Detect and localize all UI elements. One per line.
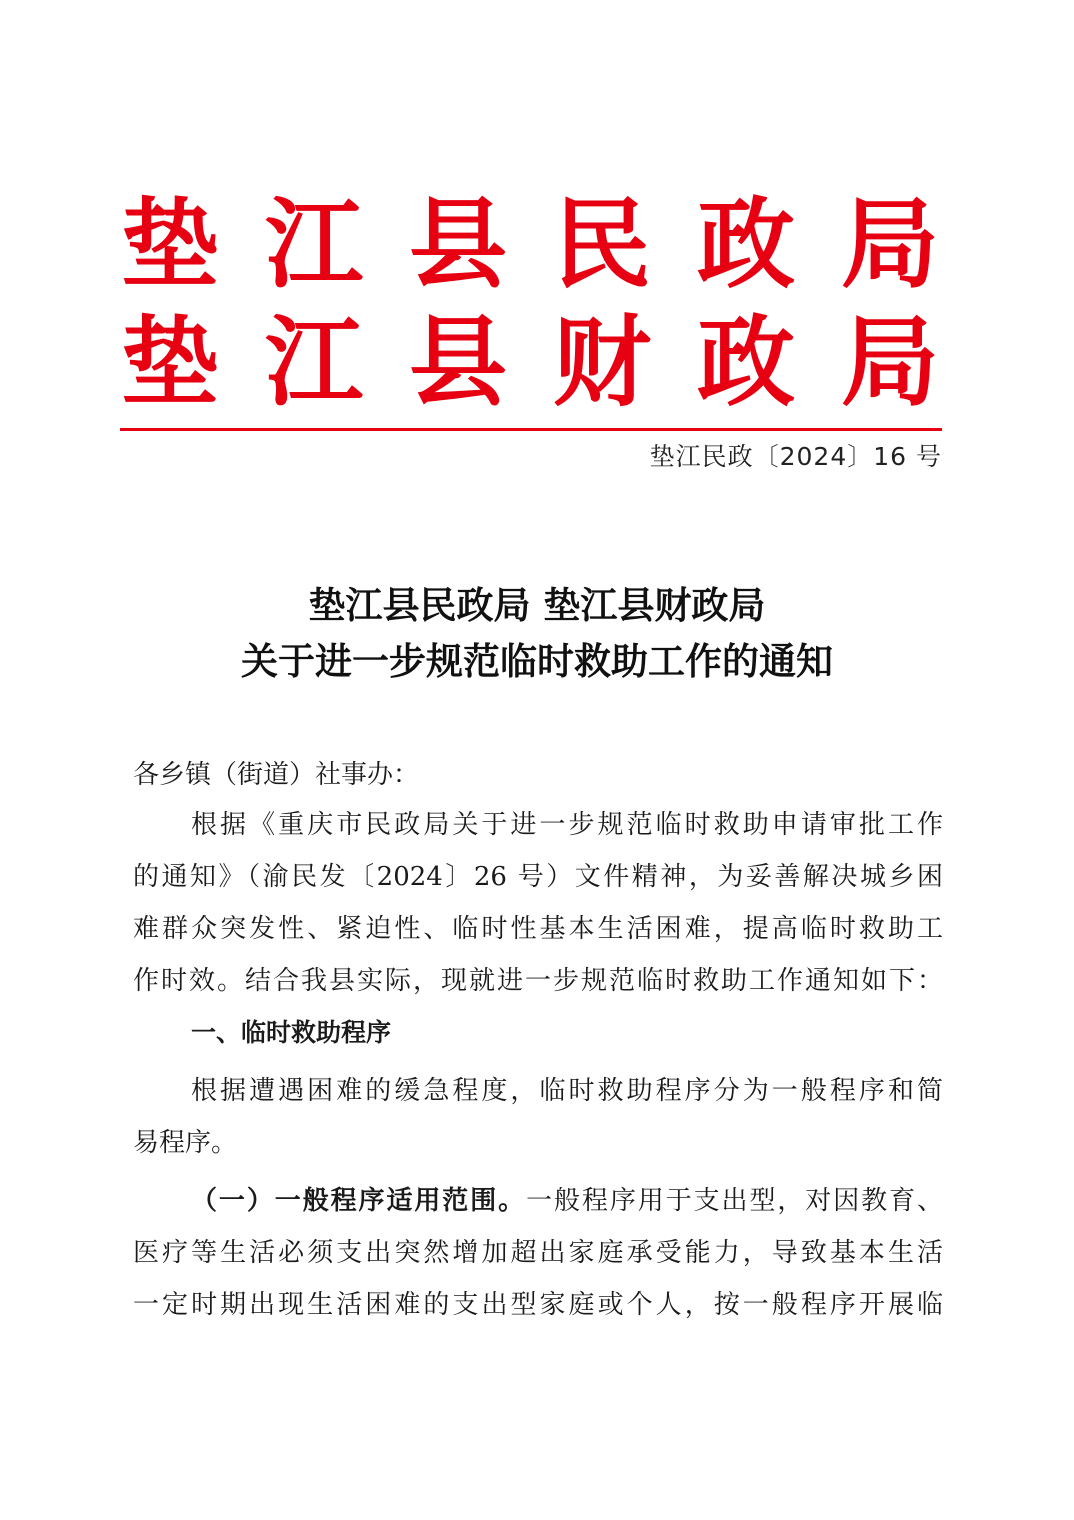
document-title-line-1: 垫江县民政局 垫江县财政局 <box>308 583 766 627</box>
document-title-line-2: 关于进一步规范临时救助工作的通知 <box>241 639 833 683</box>
issuer-char: 政 <box>696 305 795 420</box>
paragraph-line: 易程序。 <box>133 1128 238 1158</box>
issuer-char: 江 <box>264 305 363 420</box>
paragraph-line: 作时效。结合我县实际，现就进一步规范临时救助工作通知如下： <box>133 966 943 996</box>
paragraph-line <box>191 1181 943 1221</box>
section-heading: 一、临时救助程序 <box>191 1018 392 1047</box>
issuer-char: 垫 <box>120 305 219 420</box>
paragraph-line: 根据遭遇困难的缓急程度，临时救助程序分为一般程序和简 <box>191 1076 943 1106</box>
issuer-char: 江 <box>264 187 363 302</box>
paragraph-line: 难群众突发性、紧迫性、临时性基本生活困难，提高临时救助工 <box>133 914 943 944</box>
issuer-char: 民 <box>552 187 651 302</box>
salutation: 各乡镇（街道）社事办： <box>133 760 420 790</box>
issuer-name-civil-affairs <box>120 187 940 302</box>
issuer-name-finance <box>120 305 940 420</box>
issuer-char: 局 <box>840 187 939 302</box>
issuer-char: 局 <box>840 305 939 420</box>
paragraph-line: 医疗等生活必须支出突然增加超出家庭承受能力，导致基本生活 <box>133 1238 943 1268</box>
paragraph-line: 根据《重庆市民政局关于进一步规范临时救助申请审批工作 <box>191 810 943 840</box>
issuer-char: 县 <box>408 187 507 302</box>
paragraph-line: 一定时期出现生活困难的支出型家庭或个人，按一般程序开展临 <box>133 1290 943 1320</box>
issuer-char: 县 <box>408 305 507 420</box>
red-header-rule <box>120 428 942 431</box>
issuer-char: 垫 <box>120 187 219 302</box>
paragraph-text: 一般程序用于支出型，对因教育、 <box>526 1186 943 1216</box>
document-number: 垫江民政〔2024〕16 号 <box>649 442 942 471</box>
subsection-lead: （一）一般程序适用范围。 <box>191 1186 527 1216</box>
issuer-char: 政 <box>696 187 795 302</box>
issuer-char: 财 <box>552 305 651 420</box>
paragraph-line: 的通知》（渝民发〔2024〕26 号）文件精神，为妥善解决城乡困 <box>133 862 943 892</box>
